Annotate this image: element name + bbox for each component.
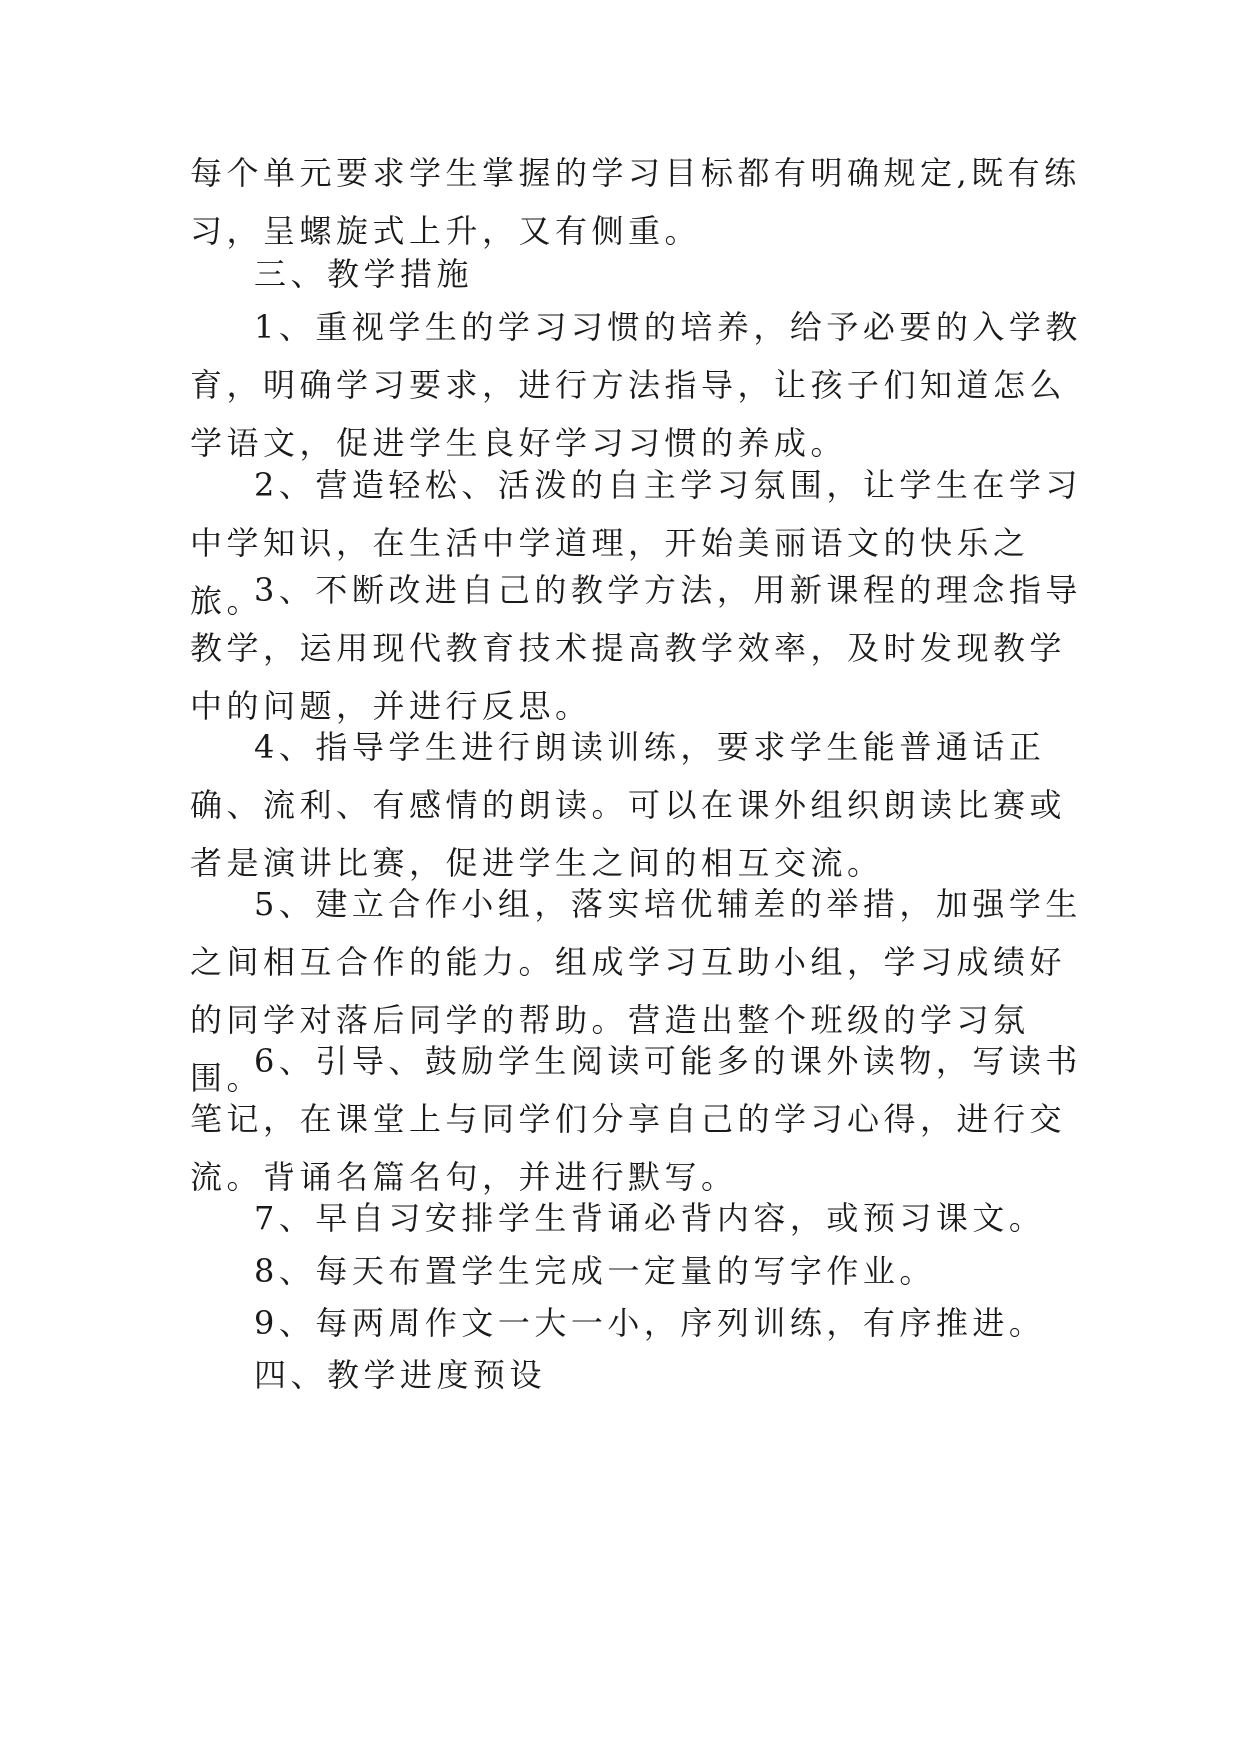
section-heading-teaching-measures: 三、教学措施 bbox=[254, 255, 474, 293]
measure-item-4: 4、指导学生进行朗读训练，要求学生能普通话正确、流利、有感情的朗读。可以在课外组织朗读比赛或者是演讲比赛，促进学生之间的相互交流。 bbox=[190, 728, 1067, 882]
paragraph-continuation: 每个单元要求学生掌握的学习目标都有明确规定,既有练习，呈螺旋式上升，又有侧重。 bbox=[190, 154, 1081, 250]
measure-item-6: 6、引导、鼓励学生阅读可能多的课外读物，写读书笔记，在课堂上与同学们分享自己的学习心得，进行交流。背诵名篇名句，并进行默写。 bbox=[190, 1042, 1082, 1196]
section-heading-teaching-schedule: 四、教学进度预设 bbox=[254, 1356, 547, 1394]
measure-item-3: 3、不断改进自己的教学方法，用新课程的理念指导教学，运用现代教育技术提高教学效率，及时发现教学中的问题，并进行反思。 bbox=[190, 571, 1082, 725]
measure-item-8: 8、每天布置学生完成一定量的写字作业。 bbox=[254, 1252, 936, 1290]
measure-item-7: 7、早自习安排学生背诵必背内容，或预习课文。 bbox=[254, 1199, 1046, 1237]
measure-item-5: 5、建立合作小组，落实培优辅差的举措，加强学生之间相互合作的能力。组成学习互助小组，学习成绩好的同学对落后同学的帮助。营造出整个班级的学习氛围。 bbox=[190, 885, 1082, 1097]
measure-item-1: 1、重视学生的学习习惯的培养，给予必要的入学教育，明确学习要求，进行方法指导，让孩子们知道怎么学语文，促进学生良好学习习惯的养成。 bbox=[190, 308, 1082, 462]
measure-item-9: 9、每两周作文一大一小，序列训练，有序推进。 bbox=[254, 1304, 1046, 1342]
measure-item-2: 2、营造轻松、活泼的自主学习氛围，让学生在学习中学知识，在生活中学道理，开始美丽语文的快乐之旅。 bbox=[190, 466, 1082, 620]
